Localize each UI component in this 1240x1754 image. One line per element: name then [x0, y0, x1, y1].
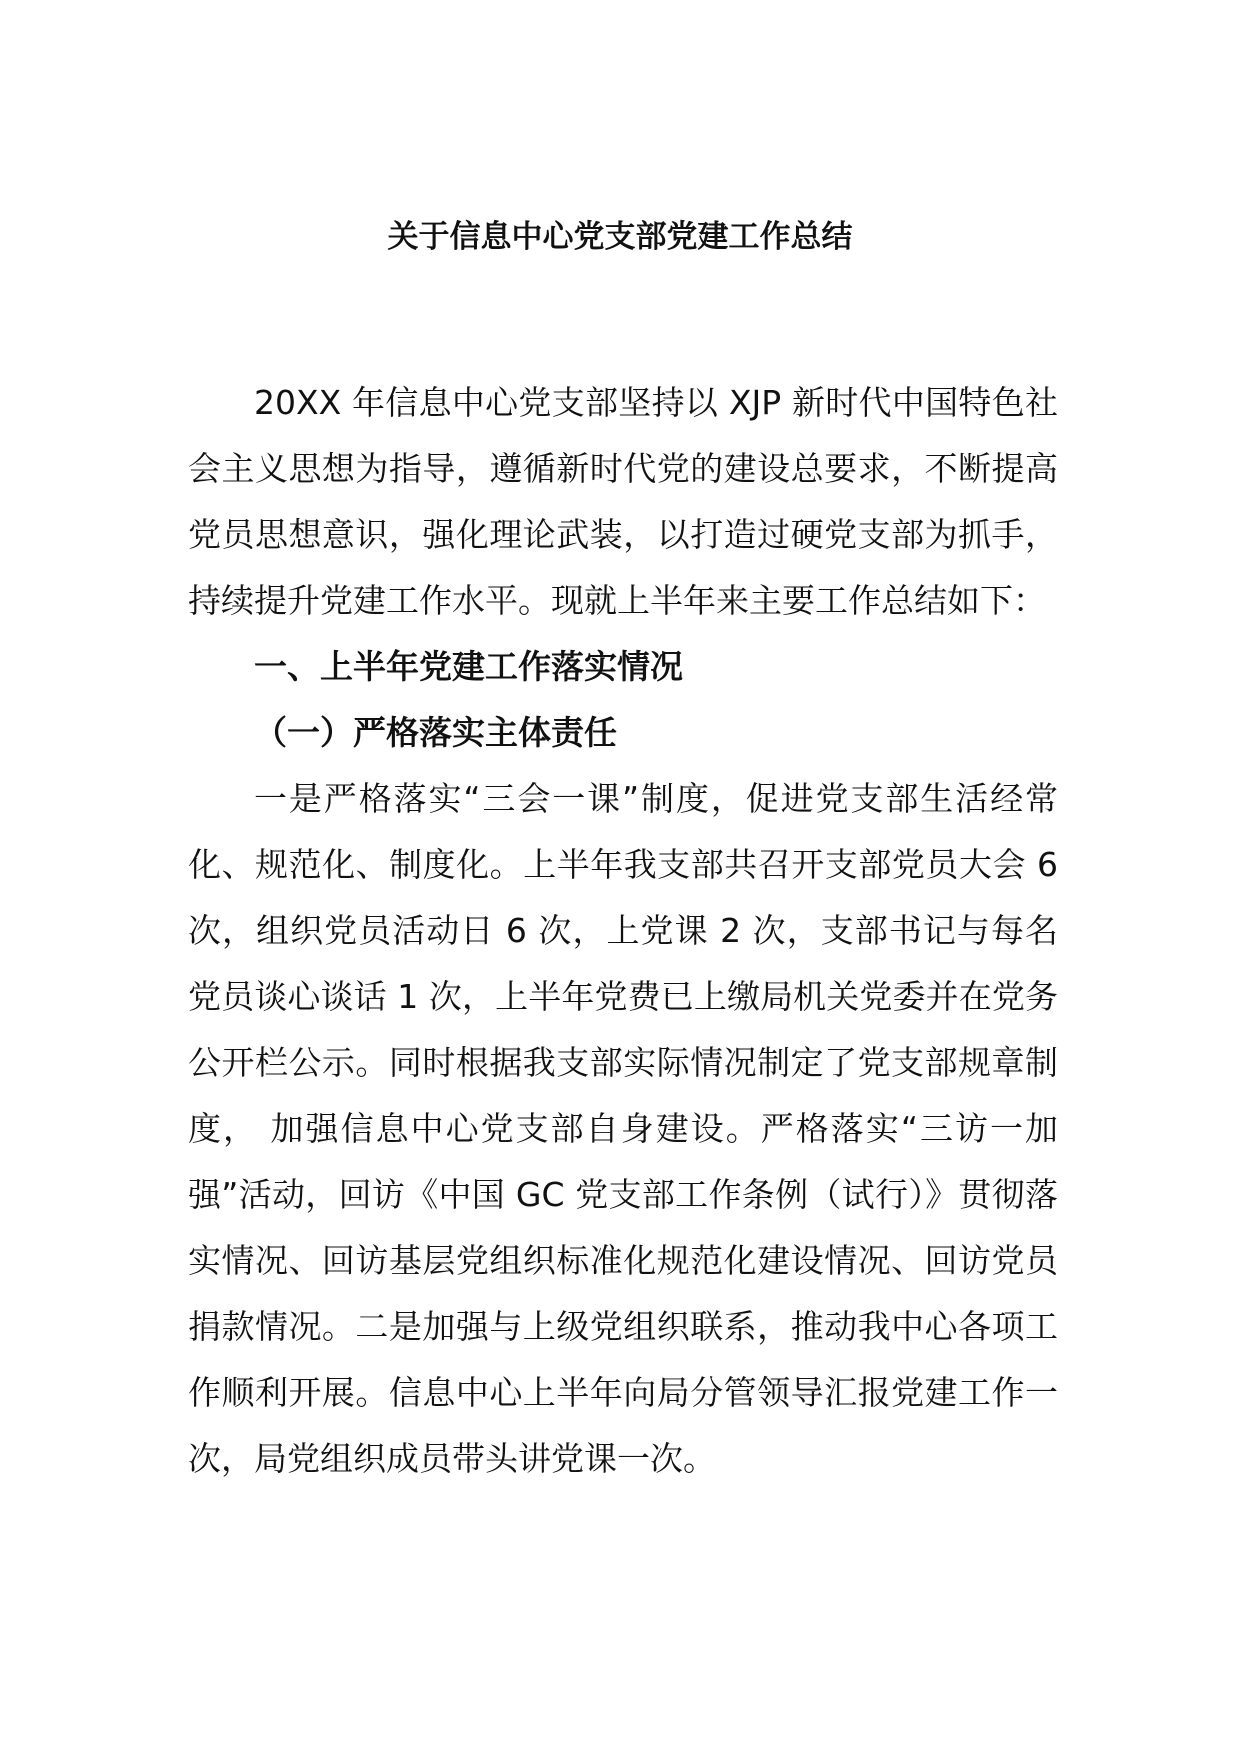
document-title: 关于信息中心党支部党建工作总结: [387, 219, 853, 255]
intro-paragraph: 20XX 年信息中心党支部坚持以 XJP 新时代中国特色社会主义思想为指导，遵循新时代党的建设总要求，不断提高党员思想意识，强化理论武装，以打造过硬党支部为抓手，持续提升党建工作水平。现就上半年来主要工作总结如下：: [188, 383, 1058, 620]
subsection-heading: （一）严格落实主体责任: [254, 713, 617, 752]
subsection-paragraph: 一是严格落实“三会一课”制度，促进党支部生活经常化、规范化、制度化。上半年我支部共召开支部党员大会 6 次，组织党员活动日 6 次，上党课 2 次，支部书记与每名党员谈心谈话 1 次，上半年党费已上缴局机关党委并在党务公开栏公示。同时根据我支部实际情况制定了党支部规章制度， 加强信息中心党支部自身建设。严格落实“三访一加强”活动，回访《中国 GC 党支部工作条例（试行）》贯彻落实情况、回访基层党组织标准化规范化建设情况、回访党员捐款情况。二是加强与上级党组织联系，推动我中心各项工作顺利开展。信息中心上半年向局分管领导汇报党建工作一次，局党组织成员带头讲党课一次。: [188, 779, 1058, 1478]
section-heading: 一、上半年党建工作落实情况: [254, 647, 683, 686]
document-body: [188, 370, 1058, 1492]
